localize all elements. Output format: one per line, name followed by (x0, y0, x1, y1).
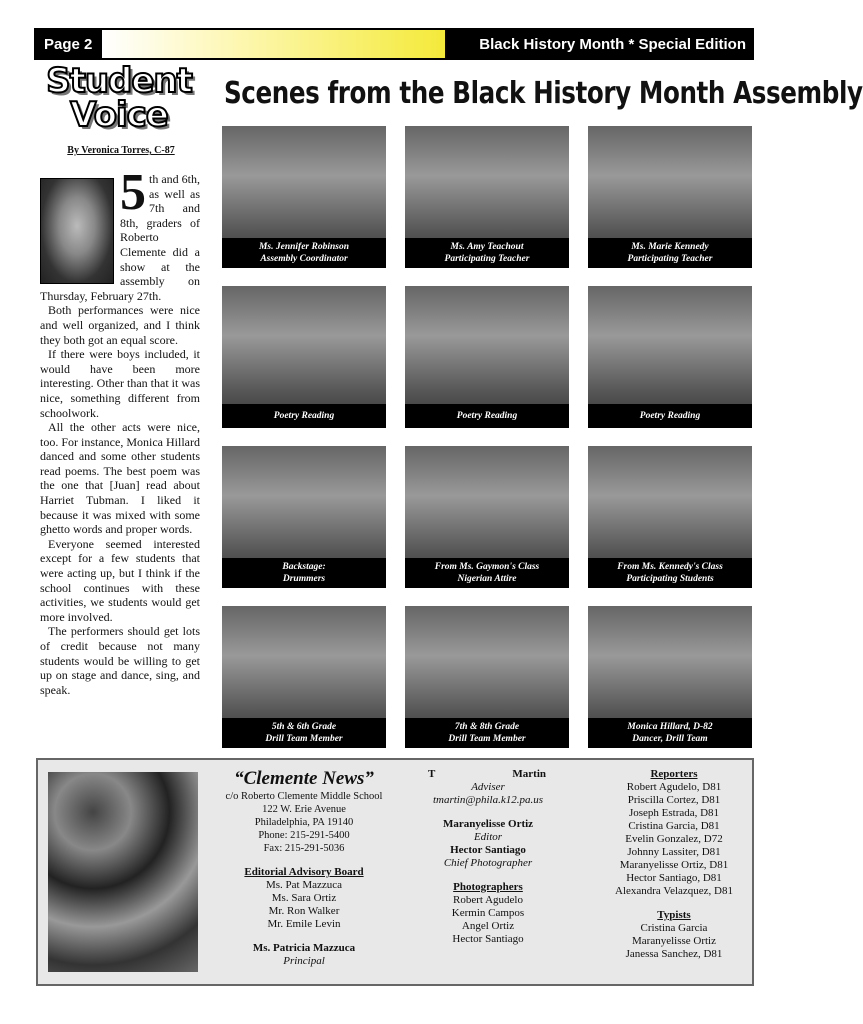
photo-caption (588, 718, 752, 748)
typists-heading: Typists (657, 909, 691, 921)
photo (405, 446, 569, 588)
article-paragraph: If there were boys included, it would have been more interesting. Other than that it was nice, something different from schoolwork. (40, 347, 200, 420)
adviser-initial: T (428, 768, 436, 780)
photographer-name: Robert Agudelo (453, 894, 523, 906)
photographers-heading: Photographers (453, 881, 523, 893)
article-paragraph: Both performances were nice and well organized, and I think they both got an equal score. (40, 303, 200, 347)
caption-line: Drill Team Member (448, 734, 526, 744)
photo (222, 126, 386, 268)
reporter-name: Maranyelisse Ortiz, D81 (619, 859, 729, 871)
photographer-name: Angel Ortiz (461, 920, 515, 932)
editor-name: Maranyelisse Ortiz (442, 818, 534, 830)
photo-caption (405, 238, 569, 268)
reporter-name: Hector Santiago, D81 (626, 872, 722, 884)
student-voice-logo (36, 61, 202, 135)
adviser-name: Martin (512, 768, 546, 780)
caption-line: Backstage: (282, 562, 326, 572)
board-member: Ms. Sara Ortiz (271, 892, 337, 904)
article-paragraph: All the other acts were nice, too. For instance, Monica Hillard danced and some other students read poems. The best poem was the one that [Juan] read about Harriet Tubman. I liked it because it was mixed with some ghetto words and proper words. (40, 420, 200, 537)
photo-caption (405, 558, 569, 588)
article (40, 164, 200, 697)
caption-line: Participating Students (626, 574, 714, 584)
caption-line: Drummers (282, 574, 326, 584)
board-member: Mr. Emile Levin (267, 918, 341, 930)
typist-name: Cristina Garcia (640, 922, 708, 934)
article-paragraph: 5 th and 6th, as well as 7th and 8th, graders of Roberto Clemente did a show at the assembly on Thursday, February 27th. (40, 164, 200, 303)
reporter-name: Johnny Lassiter, D81 (627, 846, 721, 858)
photo (588, 446, 752, 588)
page-header (34, 28, 754, 60)
editor-role: Editor (473, 831, 503, 843)
caption-line: Dancer, Drill Team (632, 734, 708, 744)
chief-photographer-name: Hector Santiago (450, 844, 526, 856)
caption-line: Nigerian Attire (457, 574, 517, 584)
board-member: Mr. Ron Walker (268, 905, 340, 917)
photo (405, 286, 569, 428)
photo (588, 606, 752, 748)
typist-name: Maranyelisse Ortiz (632, 935, 716, 947)
caption-line: Poetry Reading (273, 411, 335, 421)
photo (222, 446, 386, 588)
photo (405, 126, 569, 268)
caption-line: From Ms. Kennedy's Class (617, 562, 723, 572)
byline: By Veronica Torres, C-87 (67, 145, 175, 156)
article-paragraph: The performers should get lots of credit because not many students would be willing to get up on stage and dance, sing, and speak. (40, 624, 200, 697)
address-line: 122 W. Erie Avenue (262, 804, 346, 815)
photo-caption (222, 718, 386, 748)
reporter-name: Evelin Gonzalez, D72 (625, 833, 723, 845)
adviser-email: tmartin@phila.k12.pa.us (432, 794, 544, 806)
masthead-box (36, 758, 754, 986)
newspaper-name: “Clemente News” (234, 768, 374, 789)
address-line: Phone: 215-291-5400 (258, 830, 350, 841)
caption-line: Assembly Coordinator (260, 254, 348, 264)
page-title: Scenes from the Black History Month Assembly (224, 76, 863, 111)
photo-caption (222, 238, 386, 268)
reporters-heading: Reporters (650, 768, 698, 780)
caption-line: From Ms. Gaymon's Class (434, 562, 540, 572)
principal-role: Principal (283, 955, 325, 967)
drop-cap: 5 (120, 164, 146, 221)
photo-caption (222, 558, 386, 588)
principal-name: Ms. Patricia Mazzuca (252, 942, 356, 954)
caption-line: 5th & 6th Grade (271, 722, 337, 732)
page-number: Page 2 (36, 30, 102, 58)
photo (222, 286, 386, 428)
caption-line: Poetry Reading (639, 411, 701, 421)
caption-line: Ms. Marie Kennedy (631, 242, 709, 252)
photo (405, 606, 569, 748)
address-line: Philadelphia, PA 19140 (254, 817, 354, 828)
header-banner (102, 30, 445, 58)
masthead-col-2 (408, 768, 568, 946)
caption-line: Ms. Jennifer Robinson (258, 242, 349, 252)
photo-caption (222, 404, 386, 428)
photographer-name: Hector Santiago (452, 933, 524, 945)
photo (222, 606, 386, 748)
reporter-name: Alexandra Velazquez, D81 (615, 885, 733, 897)
board-member: Ms. Pat Mazzuca (265, 879, 343, 891)
reporter-name: Joseph Estrada, D81 (628, 807, 720, 819)
staff-group-photo (48, 772, 198, 972)
typist-name: Janessa Sanchez, D81 (625, 948, 723, 960)
logo-line1: Student (46, 61, 192, 101)
masthead-col-3 (594, 768, 754, 961)
reporter-name: Priscilla Cortez, D81 (627, 794, 721, 806)
photographer-name: Kermin Campos (451, 907, 525, 919)
photo-caption (405, 404, 569, 428)
logo-line2: Voice (70, 95, 168, 135)
caption-line: Drill Team Member (265, 734, 343, 744)
masthead-col-1 (214, 768, 394, 968)
author-photo (40, 178, 114, 284)
photo-caption (588, 404, 752, 428)
article-paragraph: Everyone seemed interested except for a few students that were acting up, but I think if the school continues with these activities, we students would get more involved. (40, 536, 200, 624)
address-line: Fax: 215-291-5036 (263, 843, 345, 854)
chief-photographer-role: Chief Photographer (443, 857, 533, 869)
photo-caption (588, 238, 752, 268)
caption-line: Poetry Reading (456, 411, 518, 421)
adviser-role: Adviser (471, 781, 505, 793)
photo (588, 286, 752, 428)
photo-caption (588, 558, 752, 588)
photo-caption (405, 718, 569, 748)
caption-line: Ms. Amy Teachout (450, 242, 524, 252)
caption-line: Monica Hillard, D-82 (627, 722, 713, 732)
board-heading: Editorial Advisory Board (244, 866, 364, 878)
caption-line: Participating Teacher (627, 254, 713, 264)
reporter-name: Cristina Garcia, D81 (628, 820, 720, 832)
address-line: c/o Roberto Clemente Middle School (225, 791, 383, 802)
caption-line: Participating Teacher (444, 254, 530, 264)
caption-line: 7th & 8th Grade (454, 722, 520, 732)
reporter-name: Robert Agudelo, D81 (626, 781, 722, 793)
edition-title: Black History Month * Special Edition (445, 30, 752, 58)
photo (588, 126, 752, 268)
